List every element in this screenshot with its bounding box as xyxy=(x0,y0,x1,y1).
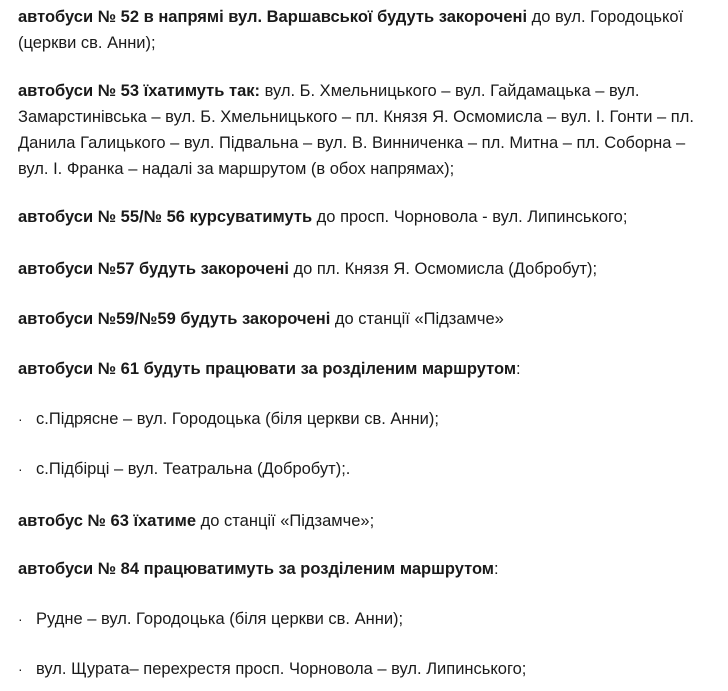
route-55-56-line xyxy=(18,204,627,230)
route-55-56-heading: автобуси № 55/№ 56 курсуватимуть xyxy=(18,208,313,226)
segment-text: Рудне – вул. Городоцька (біля церкви св. Анни); xyxy=(36,610,404,628)
route-53-line-1 xyxy=(18,78,639,104)
route-53-text: вул. Б. Хмельницького – вул. Гайдамацька – вул. xyxy=(260,82,640,100)
bullet-icon: · xyxy=(18,661,23,677)
segment-text: с.Підрясне – вул. Городоцька (біля церкви св. Анни); xyxy=(36,410,439,428)
route-59-text: до станції «Підзамче» xyxy=(330,310,504,328)
route-52-heading: автобуси № 52 в напрямі вул. Варшавської будуть закорочені xyxy=(18,8,528,26)
bullet-icon: · xyxy=(18,411,23,427)
route-61-heading: автобуси № 61 будуть працювати за розділеним маршрутом xyxy=(18,360,517,378)
segment-text: с.Підбірці – вул. Театральна (Добробут);. xyxy=(36,460,351,478)
route-55-56-text: до просп. Чорновола - вул. Липинського; xyxy=(312,208,628,226)
route-57-heading: автобуси №57 будуть закорочені xyxy=(18,260,289,278)
route-59-heading: автобуси №59/№59 будуть закорочені xyxy=(18,310,331,328)
bullet-icon: · xyxy=(18,611,23,627)
route-52-text: до вул. Городоцької xyxy=(527,8,684,26)
route-63-line xyxy=(18,508,374,534)
route-53-text-4: вул. І. Франка – надалі за маршрутом (в обох напрямах); xyxy=(18,160,455,178)
route-63-heading: автобус № 63 їхатиме xyxy=(18,512,197,530)
segment-text: вул. Щурата– перехрестя просп. Чорновола – вул. Липинського; xyxy=(36,660,527,678)
route-52-text-cont: (церкви св. Анни); xyxy=(18,34,156,52)
route-53-text-2: Замарстинівська – вул. Б. Хмельницького – пл. Князя Я. Осмомисла – вул. І. Гонти – пл. xyxy=(18,108,694,126)
route-57-line xyxy=(18,256,597,282)
route-61-line xyxy=(18,356,521,382)
route-84-segment-1 xyxy=(18,606,403,632)
route-63-text: до станції «Підзамче»; xyxy=(196,512,375,530)
route-53-line-3 xyxy=(18,130,685,156)
route-84-heading: автобуси № 84 працюватимуть за розділеним маршрутом xyxy=(18,560,495,578)
route-84-line xyxy=(18,556,499,582)
route-84-segment-2 xyxy=(18,656,526,682)
route-59-line xyxy=(18,306,504,332)
route-53-heading: автобуси № 53 їхатимуть так: xyxy=(18,82,261,100)
route-61-segment-1 xyxy=(18,406,439,432)
route-53-text-3: Данила Галицького – вул. Підвальна – вул. В. Винниченка – пл. Митна – пл. Соборна – xyxy=(18,134,686,152)
route-84-colon: : xyxy=(494,560,499,578)
route-61-segment-2 xyxy=(18,456,350,482)
route-52-line-1 xyxy=(18,4,683,30)
route-52-line-2 xyxy=(18,30,156,56)
bullet-icon: · xyxy=(18,461,23,477)
route-53-line-2 xyxy=(18,104,694,130)
route-57-text: до пл. Князя Я. Осмомисла (Добробут); xyxy=(288,260,598,278)
route-53-line-4 xyxy=(18,156,454,182)
route-61-colon: : xyxy=(516,360,521,378)
